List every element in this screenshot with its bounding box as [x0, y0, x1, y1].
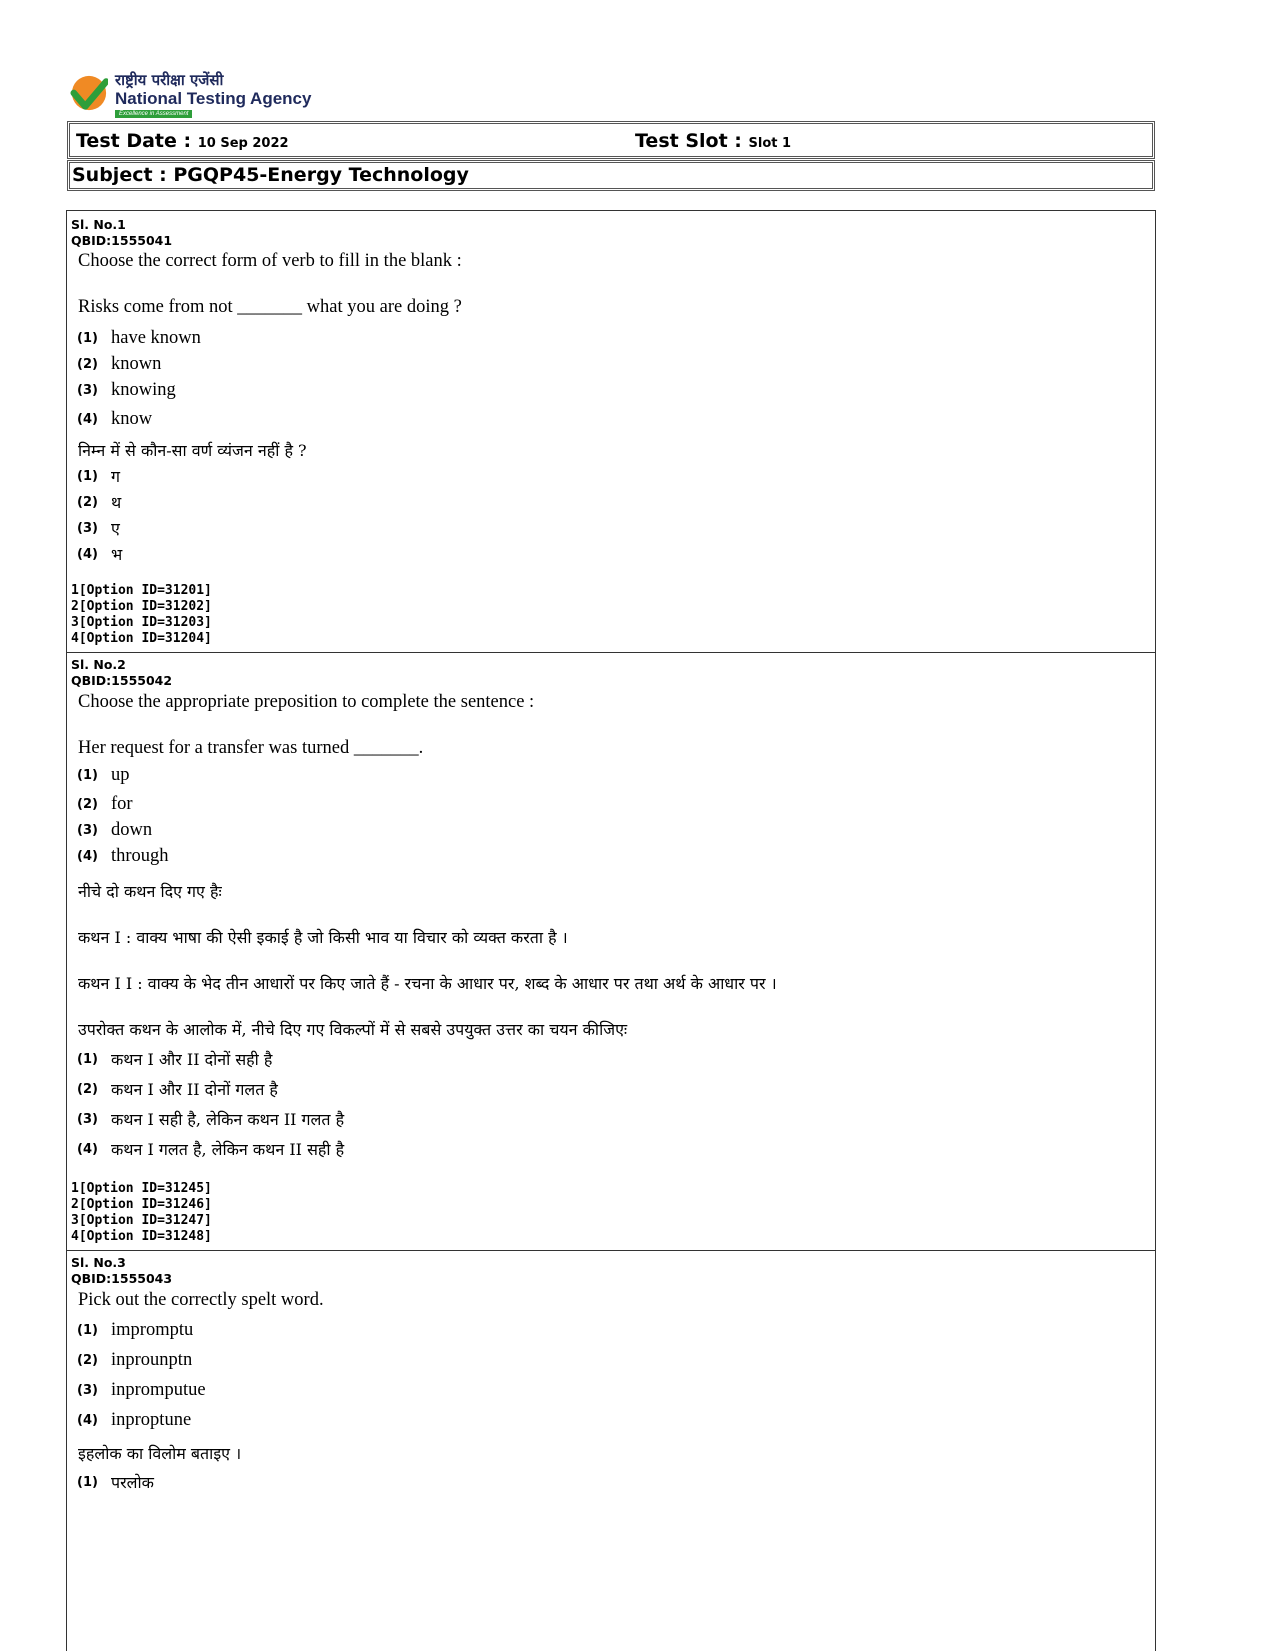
option-id: 4[Option ID=31248]	[71, 1229, 212, 1244]
option-id: 1[Option ID=31201]	[71, 583, 212, 598]
logo-hindi-text: राष्ट्रीय परीक्षा एजेंसी	[115, 71, 224, 89]
option-number: (3)	[77, 823, 98, 838]
question-1-hindi-option-1	[77, 465, 120, 487]
question-2-sentence: Her request for a transfer was turned _______.	[78, 738, 424, 758]
question-1-hindi-option-2	[77, 491, 121, 513]
option-text: कथन I सही है, लेकिन कथन II गलत है	[111, 1110, 345, 1129]
nta-logo	[68, 70, 328, 118]
qbid: QBID:1555041	[71, 233, 173, 248]
option-text: कथन I और II दोनों गलत है	[111, 1080, 278, 1099]
test-slot-label: Test Slot :	[635, 130, 742, 152]
question-1-option-4	[77, 409, 152, 430]
option-id: 3[Option ID=31247]	[71, 1213, 212, 1228]
option-number: (4)	[77, 849, 98, 864]
option-number: (3)	[77, 1111, 98, 1127]
question-1-option-1	[77, 328, 201, 349]
option-text: परलोक	[111, 1473, 154, 1492]
question-1-meta	[71, 217, 172, 249]
question-2-hindi-option-3	[77, 1108, 344, 1130]
question-2-option-4	[77, 846, 169, 867]
option-number: (1)	[77, 1474, 98, 1490]
question-2-option-ids	[71, 1181, 212, 1245]
option-number: (3)	[77, 1383, 98, 1398]
option-text: inprounptn	[111, 1350, 193, 1370]
option-text: कथन I गलत है, लेकिन कथन II सही है	[111, 1140, 345, 1159]
option-number: (1)	[77, 331, 98, 346]
option-number: (3)	[77, 383, 98, 398]
question-2-hindi-stem: नीचे दो कथन दिए गए हैः	[78, 882, 222, 901]
option-text: know	[111, 409, 153, 429]
question-2-option-2	[77, 794, 133, 815]
test-info-box	[67, 121, 1155, 159]
question-2-stem: Choose the appropriate preposition to complete the sentence :	[78, 692, 535, 712]
question-3-option-2	[77, 1350, 192, 1371]
question-3-hindi-option-1	[77, 1471, 154, 1493]
option-text: ए	[111, 519, 120, 538]
option-number: (1)	[77, 468, 98, 484]
question-3-hindi-stem: इहलोक का विलोम बताइए ।	[78, 1444, 242, 1463]
option-text: inproptune	[111, 1410, 192, 1430]
option-id: 4[Option ID=31204]	[71, 631, 212, 646]
option-id: 1[Option ID=31245]	[71, 1181, 212, 1196]
question-3-option-1	[77, 1320, 193, 1341]
option-text: थ	[111, 493, 122, 512]
option-number: (3)	[77, 520, 98, 536]
question-3-meta	[71, 1255, 172, 1287]
question-list	[66, 210, 1156, 1651]
option-id: 3[Option ID=31203]	[71, 615, 212, 630]
question-2-hindi-option-1	[77, 1048, 272, 1070]
option-text: ग	[111, 467, 121, 486]
question-1-option-3	[77, 380, 176, 401]
subject-title: Subject : PGQP45-Energy Technology	[72, 164, 469, 186]
option-number: (2)	[77, 357, 98, 372]
option-text: for	[111, 794, 133, 814]
question-1-sentence: Risks come from not _______ what you are doing ?	[78, 297, 462, 317]
option-text: भ	[111, 545, 123, 564]
option-number: (2)	[77, 1081, 98, 1097]
option-number: (1)	[77, 1323, 98, 1338]
subject-box	[67, 160, 1155, 191]
option-number: (4)	[77, 412, 98, 427]
option-id: 2[Option ID=31202]	[71, 599, 212, 614]
question-1-stem: Choose the correct form of verb to fill in the blank :	[78, 251, 462, 271]
logo-english-text: National Testing Agency	[115, 89, 312, 108]
question-2-hindi-option-4	[77, 1138, 344, 1160]
option-number: (1)	[77, 1051, 98, 1067]
question-divider	[67, 1250, 1155, 1251]
question-2-option-3	[77, 820, 152, 841]
question-2-meta	[71, 657, 172, 689]
logo-tagline: Excellence in Assessment	[115, 110, 192, 118]
option-text: knowing	[111, 380, 176, 400]
option-number: (2)	[77, 494, 98, 510]
option-number: (1)	[77, 768, 98, 783]
option-number: (4)	[77, 546, 98, 562]
question-1-hindi-option-3	[77, 517, 120, 539]
option-text: up	[111, 765, 130, 785]
option-number: (2)	[77, 797, 98, 812]
serial-number: Sl. No.1	[71, 217, 126, 232]
option-id: 2[Option ID=31246]	[71, 1197, 212, 1212]
option-number: (2)	[77, 1353, 98, 1368]
option-text: कथन I और II दोनों सही है	[111, 1050, 273, 1069]
question-1-option-ids	[71, 583, 212, 647]
option-text: known	[111, 354, 162, 374]
qbid: QBID:1555043	[71, 1271, 173, 1286]
option-number: (4)	[77, 1141, 98, 1157]
question-2-hindi-statement-2: कथन I I : वाक्य के भेद तीन आधारों पर किए जाते हैं - रचना के आधार पर, शब्द के आधार पर तथा अर्थ के आधार पर ।	[78, 974, 777, 993]
qbid: QBID:1555042	[71, 673, 173, 688]
option-text: through	[111, 846, 169, 866]
question-2-hindi-instruction: उपरोक्त कथन के आलोक में, नीचे दिए गए विकल्पों में से सबसे उपयुक्त उत्तर का चयन कीजिएः	[78, 1020, 628, 1039]
option-text: impromptu	[111, 1320, 194, 1340]
question-2-hindi-statement-1: कथन I : वाक्य भाषा की ऐसी इकाई है जो किसी भाव या विचार को व्यक्त करता है ।	[78, 928, 568, 947]
question-3-stem: Pick out the correctly spelt word.	[78, 1290, 324, 1310]
test-slot	[635, 130, 791, 152]
question-divider	[67, 652, 1155, 653]
question-3-option-3	[77, 1380, 206, 1401]
option-text: down	[111, 820, 153, 840]
question-1-hindi-stem: निम्न में से कौन-सा वर्ण व्यंजन नहीं है ?	[78, 441, 307, 460]
option-text: inpromputue	[111, 1380, 206, 1400]
serial-number: Sl. No.3	[71, 1255, 126, 1270]
nta-check-logo-icon	[70, 74, 108, 112]
question-2-option-1	[77, 765, 130, 786]
option-number: (4)	[77, 1413, 98, 1428]
option-text: have known	[111, 328, 201, 348]
test-date-label: Test Date :	[76, 130, 192, 152]
serial-number: Sl. No.2	[71, 657, 126, 672]
question-1-hindi-option-4	[77, 543, 122, 565]
test-date-value: 10 Sep 2022	[197, 136, 289, 151]
question-3-option-4	[77, 1410, 191, 1431]
question-2-hindi-option-2	[77, 1078, 278, 1100]
test-slot-value: Slot 1	[748, 136, 792, 151]
test-date	[76, 130, 289, 152]
question-1-option-2	[77, 354, 161, 375]
